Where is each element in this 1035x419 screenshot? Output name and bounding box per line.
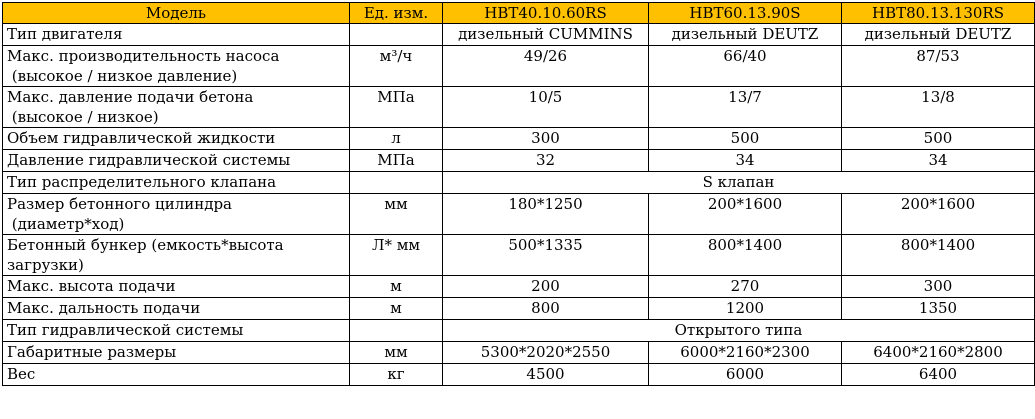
row-unit: м	[350, 298, 443, 320]
row-value-2: 6000*2160*2300	[649, 342, 842, 364]
row-value-1: 5300*2020*2550	[443, 342, 649, 364]
row-label: Бетонный бункер (емкость*высота загрузки)	[3, 235, 350, 276]
row-label: Тип распределительного клапана	[3, 172, 350, 194]
row-label: Объем гидравлической жидкости	[3, 128, 350, 150]
row-value-merged: Открытого типа	[443, 320, 1035, 342]
row-value-3: 800*1400	[842, 235, 1035, 276]
row-value-1: 300	[443, 128, 649, 150]
row-value-2: 13/7	[649, 87, 842, 128]
row-value-3: дизельный DEUTZ	[842, 24, 1035, 46]
table-row	[3, 276, 1035, 298]
table-row	[3, 298, 1035, 320]
row-value-2: дизельный DEUTZ	[649, 24, 842, 46]
header-model-1: HBT40.10.60RS	[443, 3, 649, 24]
row-value-2: 500	[649, 128, 842, 150]
row-unit: кг	[350, 364, 443, 386]
row-value-1: дизельный CUMMINS	[443, 24, 649, 46]
row-value-2: 1200	[649, 298, 842, 320]
row-value-2: 800*1400	[649, 235, 842, 276]
row-value-2: 200*1600	[649, 194, 842, 235]
row-value-1: 200	[443, 276, 649, 298]
row-unit	[350, 24, 443, 46]
row-value-2: 270	[649, 276, 842, 298]
row-unit: мм	[350, 194, 443, 235]
row-value-merged: S клапан	[443, 172, 1035, 194]
row-label: Макс. дальность подачи	[3, 298, 350, 320]
row-label: Тип двигателя	[3, 24, 350, 46]
row-value-1: 800	[443, 298, 649, 320]
spec-table	[2, 2, 1035, 386]
row-value-3: 300	[842, 276, 1035, 298]
row-unit: МПа	[350, 150, 443, 172]
header-model: Модель	[3, 3, 350, 24]
row-label: Габаритные размеры	[3, 342, 350, 364]
row-value-3: 87/53	[842, 46, 1035, 87]
row-value-3: 200*1600	[842, 194, 1035, 235]
table-row	[3, 364, 1035, 386]
header-unit: Ед. изм.	[350, 3, 443, 24]
row-value-3: 500	[842, 128, 1035, 150]
table-row	[3, 342, 1035, 364]
row-label: Макс. давление подачи бетона (высокое / низкое)	[3, 87, 350, 128]
row-value-3: 6400*2160*2800	[842, 342, 1035, 364]
row-value-2: 66/40	[649, 46, 842, 87]
table-row	[3, 24, 1035, 46]
row-label: Тип гидравлической системы	[3, 320, 350, 342]
row-unit: МПа	[350, 87, 443, 128]
row-value-3: 1350	[842, 298, 1035, 320]
row-unit: Л* мм	[350, 235, 443, 276]
row-label: Макс. производительность насоса (высокое / низкое давление)	[3, 46, 350, 87]
row-unit	[350, 172, 443, 194]
table-row	[3, 235, 1035, 276]
row-label: Размер бетонного цилиндра (диаметр*ход)	[3, 194, 350, 235]
row-value-1: 10/5	[443, 87, 649, 128]
row-value-1: 32	[443, 150, 649, 172]
row-label: Вес	[3, 364, 350, 386]
row-value-1: 180*1250	[443, 194, 649, 235]
row-value-2: 34	[649, 150, 842, 172]
row-unit	[350, 320, 443, 342]
table-row	[3, 172, 1035, 194]
row-value-1: 49/26	[443, 46, 649, 87]
row-value-1: 500*1335	[443, 235, 649, 276]
table-row	[3, 194, 1035, 235]
row-value-3: 13/8	[842, 87, 1035, 128]
table-row	[3, 87, 1035, 128]
table-row	[3, 150, 1035, 172]
row-value-3: 34	[842, 150, 1035, 172]
row-unit: л	[350, 128, 443, 150]
row-label: Макс. высота подачи	[3, 276, 350, 298]
table-row	[3, 128, 1035, 150]
row-unit: мм	[350, 342, 443, 364]
table-row	[3, 46, 1035, 87]
row-value-2: 6000	[649, 364, 842, 386]
row-value-3: 6400	[842, 364, 1035, 386]
header-row	[3, 3, 1035, 24]
header-model-2: HBT60.13.90S	[649, 3, 842, 24]
table-row	[3, 320, 1035, 342]
row-label: Давление гидравлической системы	[3, 150, 350, 172]
row-value-1: 4500	[443, 364, 649, 386]
header-model-3: HBT80.13.130RS	[842, 3, 1035, 24]
row-unit: м	[350, 276, 443, 298]
row-unit: м³/ч	[350, 46, 443, 87]
